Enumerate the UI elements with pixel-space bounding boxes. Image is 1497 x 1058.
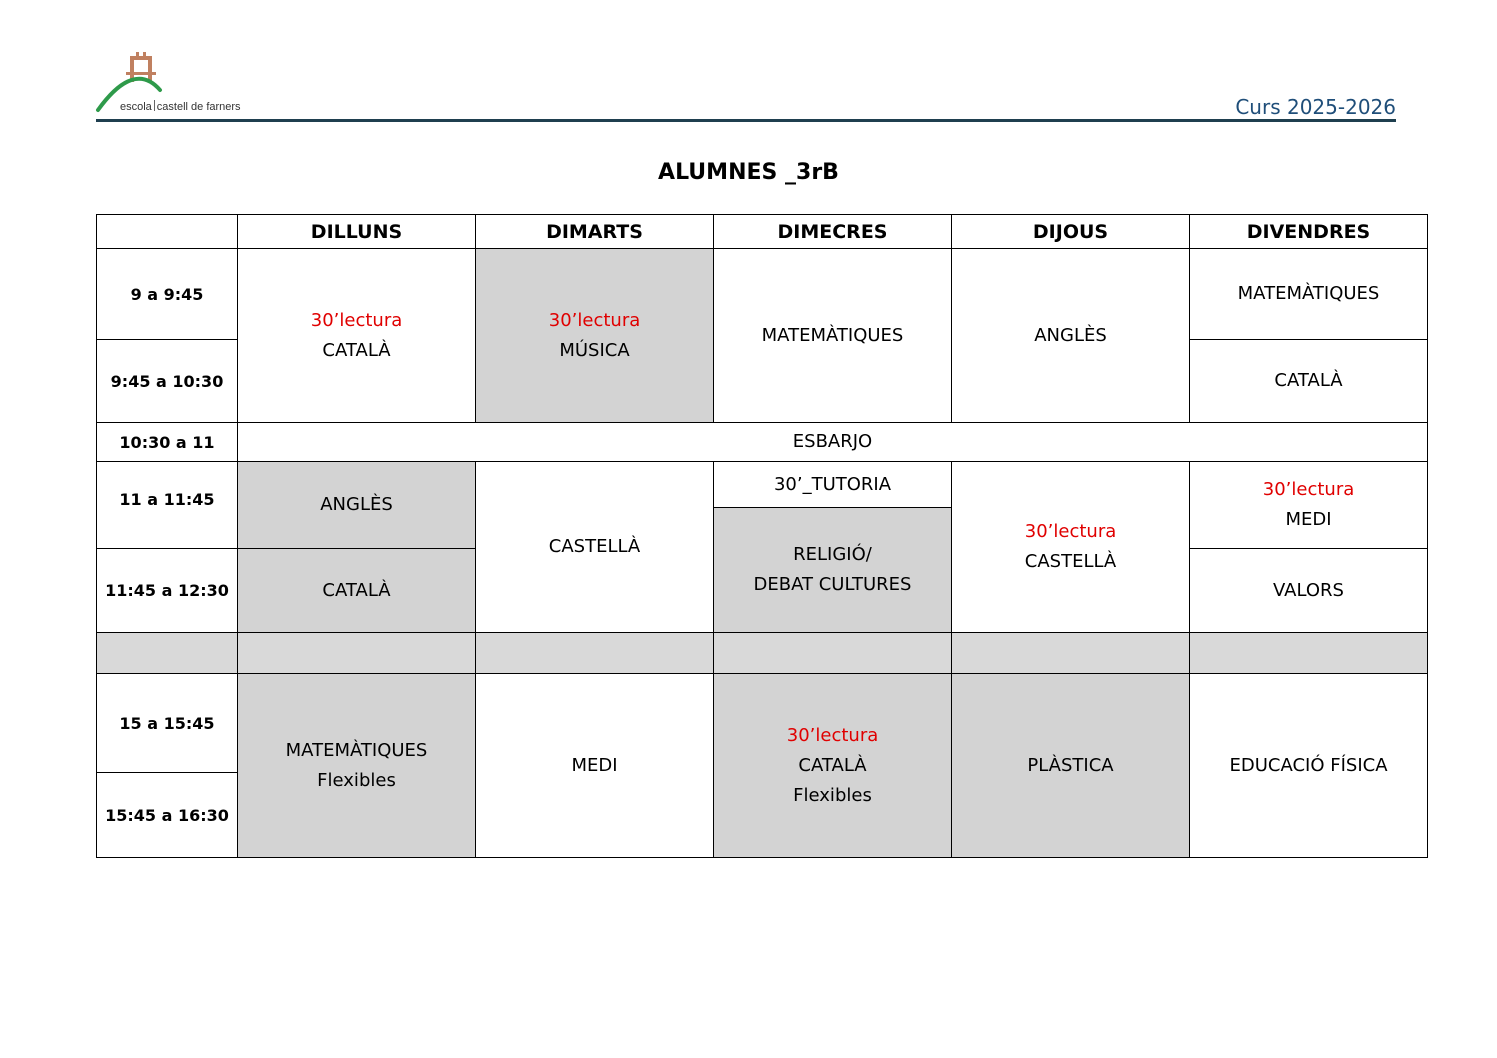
header-row [97,215,1428,249]
corner-cell [97,215,238,249]
cell-tue-midday: CASTELLÀ [476,462,714,633]
cell-fri-afternoon: EDUCACIÓ FÍSICA [1190,674,1428,858]
page-title: ALUMNES _3rB [658,160,839,185]
time-slot: 15:45 a 16:30 [97,773,238,858]
cell-wed-t5: RELIGIÓ/ DEBAT CULTURES [714,508,952,633]
time-slot: 11 a 11:45 [97,462,238,549]
time-slot: 10:30 a 11 [97,423,238,462]
timetable [96,214,1428,858]
school-logo [94,50,264,118]
school-year: Curs 2025-2026 [1235,95,1396,119]
empty-cell [97,633,238,674]
empty-cell [1190,633,1428,674]
logo-text: escola castell de farners [120,101,241,113]
break-cell: ESBARJO [238,423,1428,462]
time-slot: 9 a 9:45 [97,249,238,340]
table-row [97,462,1428,508]
table-row [97,423,1428,462]
cell-tue-afternoon: MEDI [476,674,714,858]
cell-wed-morning: MATEMÀTIQUES [714,249,952,423]
cell-mon-t4: ANGLÈS [238,462,476,549]
day-header: DIJOUS [952,215,1190,249]
day-header: DIMECRES [714,215,952,249]
table-row [97,674,1428,773]
cell-tue-morning: 30’lectura MÚSICA [476,249,714,423]
day-header: DIMARTS [476,215,714,249]
cell-mon-t5: CATALÀ [238,549,476,633]
cell-thu-midday: 30’lectura CASTELLÀ [952,462,1190,633]
empty-cell [952,633,1190,674]
empty-cell [714,633,952,674]
time-slot: 11:45 a 12:30 [97,549,238,633]
time-slot: 15 a 15:45 [97,674,238,773]
cell-fri-t1: MATEMÀTIQUES [1190,249,1428,340]
time-slot: 9:45 a 10:30 [97,340,238,423]
header-divider [96,119,1396,122]
table-row [97,249,1428,340]
cell-mon-morning: 30’lectura CATALÀ [238,249,476,423]
empty-cell [238,633,476,674]
lunch-row [97,633,1428,674]
day-header: DIVENDRES [1190,215,1428,249]
cell-fri-t2: CATALÀ [1190,340,1428,423]
cell-thu-afternoon: PLÀSTICA [952,674,1190,858]
cell-fri-t4: 30’lectura MEDI [1190,462,1428,549]
empty-cell [476,633,714,674]
day-header: DILLUNS [238,215,476,249]
cell-wed-afternoon: 30’lectura CATALÀ Flexibles [714,674,952,858]
cell-thu-morning: ANGLÈS [952,249,1190,423]
cell-wed-t4: 30’_TUTORIA [714,462,952,508]
cell-fri-t5: VALORS [1190,549,1428,633]
cell-mon-afternoon: MATEMÀTIQUES Flexibles [238,674,476,858]
